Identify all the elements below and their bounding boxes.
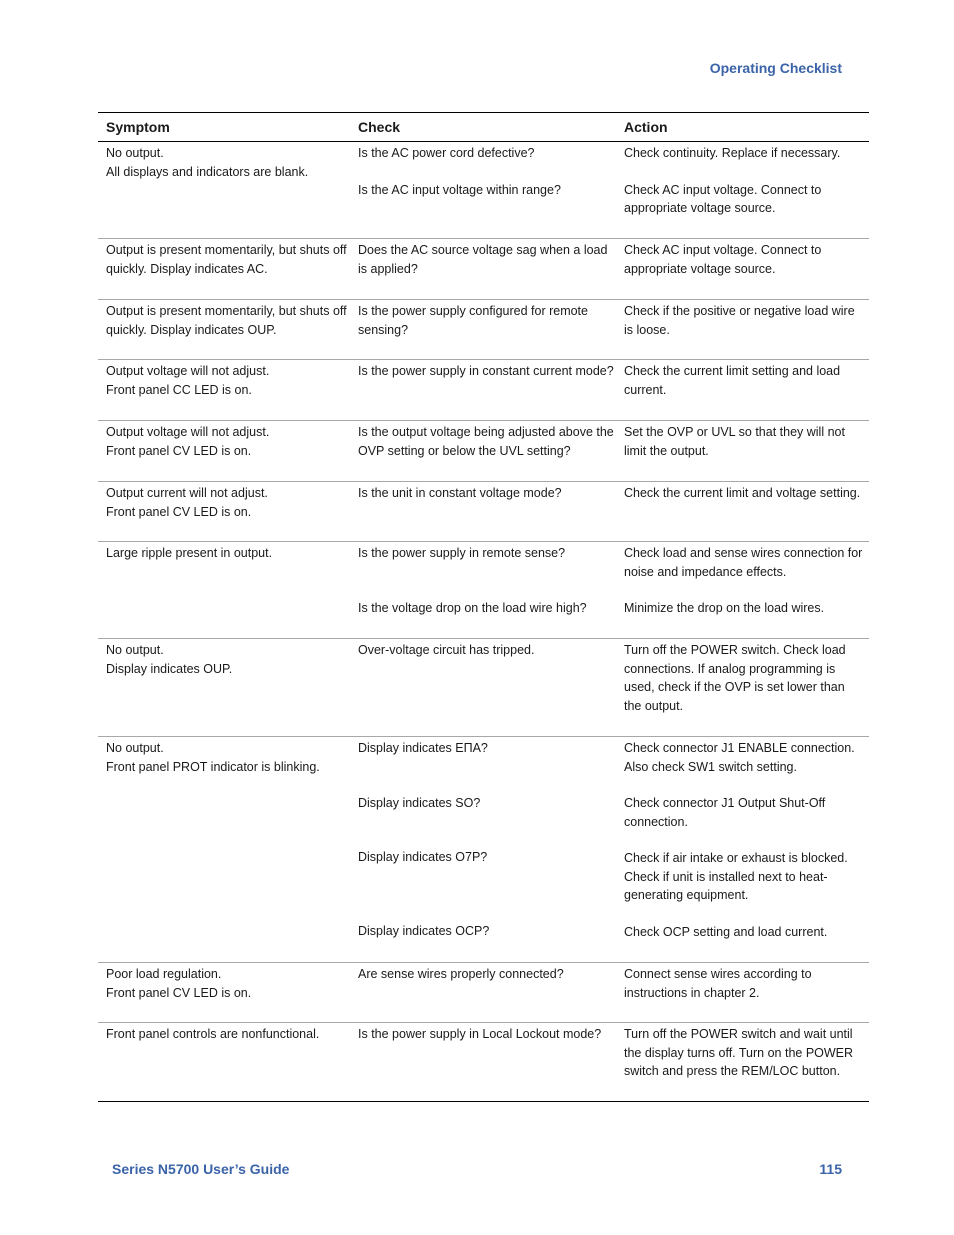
table-row: [98, 421, 869, 482]
action-cell: Minimize the drop on the load wires.: [624, 601, 825, 615]
running-head: Operating Checklist: [709, 60, 842, 76]
table-row: [98, 639, 869, 737]
table-row: [98, 300, 869, 360]
symptom-cell: Output voltage will not adjust. Front panel CV LED is on.: [106, 425, 270, 458]
action-cell: Check AC input voltage. Connect to appropriate voltage source.: [624, 182, 822, 215]
table-row: [98, 737, 869, 963]
check-cell: Is the AC power cord defective?: [358, 146, 535, 160]
check-cell: Is the output voltage being adjusted above the OVP setting or below the UVL setting?: [358, 425, 614, 458]
check-cell: Is the power supply in constant current mode?: [358, 364, 614, 378]
check-cell: Does the AC source voltage sag when a load is applied?: [358, 243, 608, 276]
table-header-row: [98, 113, 869, 142]
check-cell: Is the power supply configured for remote sensing?: [358, 304, 588, 337]
check-cell: Is the AC input voltage within range?: [358, 182, 561, 197]
action-cell: Check OCP setting and load current.: [624, 924, 828, 939]
check-cell: Display indicates O7P?: [358, 850, 488, 864]
symptom-cell: Large ripple present in output.: [106, 546, 273, 560]
action-cell: Check AC input voltage. Connect to appropriate voltage source.: [624, 243, 822, 276]
symptom-cell: No output. Front panel PROT indicator is blinking.: [106, 741, 320, 774]
check-cell: Display indicates OCP?: [358, 923, 490, 938]
action-cell: Set the OVP or UVL so that they will not limit the output.: [624, 425, 845, 458]
table-row: [98, 239, 869, 300]
symptom-cell: No output. All displays and indicators are blank.: [106, 146, 309, 179]
check-cell: Are sense wires properly connected?: [358, 967, 564, 981]
check-cell: Is the power supply in remote sense?: [358, 546, 566, 560]
footer-page-number: 115: [819, 1161, 842, 1177]
troubleshooting-table: [98, 112, 869, 1102]
column-header-symptom: Symptom: [106, 119, 170, 135]
table-row: [98, 963, 869, 1023]
table-row: [98, 542, 869, 639]
table-row: [98, 1023, 869, 1101]
check-cell: Is the power supply in Local Lockout mode?: [358, 1027, 602, 1041]
action-cell: Check load and sense wires connection for noise and impedance effects.: [624, 546, 863, 579]
symptom-cell: Output is present momentarily, but shuts off quickly. Display indicates AC.: [106, 243, 347, 276]
symptom-cell: Output voltage will not adjust. Front panel CC LED is on.: [106, 364, 270, 397]
table-row: [98, 360, 869, 421]
check-cell: Is the voltage drop on the load wire high?: [358, 600, 587, 615]
action-cell: Check the current limit and voltage setting.: [624, 486, 861, 500]
symptom-cell: Output is present momentarily, but shuts off quickly. Display indicates OUP.: [106, 304, 347, 337]
action-cell: Connect sense wires according to instructions in chapter 2.: [624, 967, 812, 1000]
action-cell: Check if the positive or negative load wire is loose.: [624, 304, 855, 337]
action-cell: Check connector J1 Output Shut-Off connection.: [624, 796, 826, 829]
footer-guide-title: Series N5700 User’s Guide: [112, 1161, 290, 1177]
symptom-cell: Output current will not adjust. Front panel CV LED is on.: [106, 486, 268, 519]
table-row: [98, 142, 869, 239]
check-cell: Display indicates SO?: [358, 795, 481, 810]
column-header-action: Action: [624, 119, 668, 135]
symptom-cell: Poor load regulation. Front panel CV LED is on.: [106, 967, 252, 1000]
action-cell: Check continuity. Replace if necessary.: [624, 146, 841, 160]
symptom-cell: No output. Display indicates OUP.: [106, 643, 233, 676]
action-cell: Check the current limit setting and load current.: [624, 364, 841, 397]
action-cell: Turn off the POWER switch. Check load connections. If analog programming is used, check if the OVP is set lower than the output.: [624, 643, 846, 713]
symptom-cell: Front panel controls are nonfunctional.: [106, 1027, 320, 1041]
check-cell: Display indicates ЕПА?: [358, 741, 488, 755]
action-cell: Check if air intake or exhaust is blocked. Check if unit is installed next to heat-generating equipment.: [624, 851, 848, 902]
table-row: [98, 482, 869, 542]
column-header-check: Check: [358, 119, 401, 135]
check-cell: Is the unit in constant voltage mode?: [358, 486, 562, 500]
action-cell: Turn off the POWER switch and wait until the display turns off. Turn on the POWER switch and press the REM/LOC button.: [624, 1027, 854, 1078]
check-cell: Over-voltage circuit has tripped.: [358, 643, 535, 657]
action-cell: Check connector J1 ENABLE connection. Also check SW1 switch setting.: [624, 741, 855, 774]
